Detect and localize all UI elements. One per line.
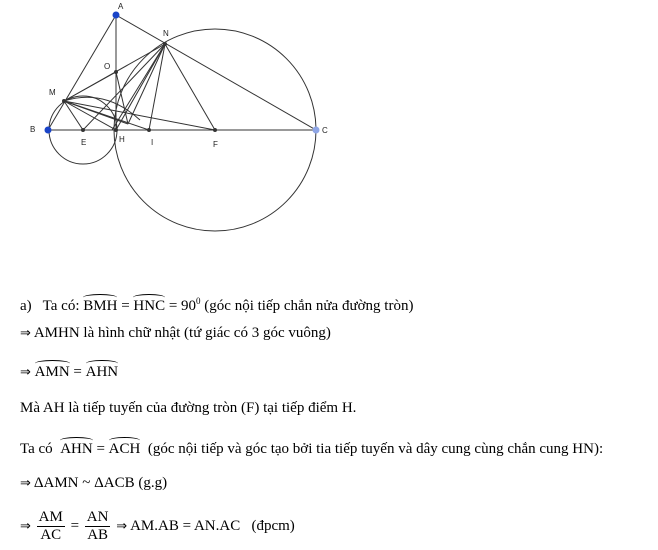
line1-note: (góc nội tiếp chắn nửa đường tròn): [204, 298, 414, 314]
label-O: O: [104, 62, 111, 71]
line7-result: AM.AB = AN.AC: [130, 518, 241, 534]
point-M: [62, 99, 66, 103]
item-label: a): [20, 298, 32, 314]
line7-note: (đpcm): [251, 518, 295, 534]
label-M: M: [49, 88, 56, 97]
segment-MH: [64, 101, 116, 130]
line1-value: = 90: [168, 298, 197, 314]
label-N: N: [163, 29, 169, 38]
point-B: [45, 127, 52, 134]
implies-arrow: ⇒: [20, 476, 31, 491]
angle-AHN: AHN: [86, 360, 119, 381]
solution-line-6: [20, 474, 167, 493]
segment-NE: [83, 44, 165, 130]
line3-eq: =: [73, 364, 82, 380]
segment-AC: [116, 15, 316, 130]
line5-prefix: Ta có: [20, 441, 53, 457]
solution-line-5: [20, 437, 603, 458]
angle-HNC: HNC: [133, 294, 165, 315]
implies-arrow: ⇒: [20, 365, 31, 380]
segment-OH2: [116, 72, 128, 124]
point-H: [114, 128, 118, 132]
line4-text: Mà AH là tiếp tuyến của đường tròn (F) tại tiếp điểm H.: [20, 400, 357, 416]
point-C: [313, 127, 320, 134]
segment-ME: [64, 101, 83, 130]
solution-line-2: [20, 324, 331, 343]
segment-AB: [48, 15, 116, 130]
point-E: [81, 128, 85, 132]
label-C: C: [322, 126, 328, 135]
line5-note: (góc nội tiếp và góc tạo bởi tia tiếp tuyến và dây cung cùng chắn cung HN):: [147, 441, 604, 457]
point-N: [163, 42, 167, 46]
line6-text: ΔAMN ~ ΔACB (g.g): [33, 475, 168, 491]
implies-arrow: ⇒: [20, 519, 31, 534]
line1-prefix: Ta có:: [42, 298, 80, 314]
point-O: [114, 70, 118, 74]
angle-AMN: AMN: [35, 360, 70, 381]
line7-eq: =: [70, 518, 80, 534]
solution-line-1: [20, 292, 413, 315]
fraction-AN-AB: [85, 509, 111, 544]
label-I: I: [151, 138, 154, 147]
line5-eq: =: [96, 441, 105, 457]
label-B: B: [30, 125, 36, 134]
line2-text: AMHN là hình chữ nhật (tứ giác có 3 góc vuông): [33, 325, 331, 341]
label-F: F: [213, 140, 218, 149]
fraction-AM-AC: [37, 509, 65, 544]
segment-NF: [165, 44, 215, 130]
solution-line-4: [20, 399, 356, 417]
frac-num: AM: [38, 509, 63, 526]
point-F: [213, 128, 217, 132]
frac-num: AN: [86, 509, 109, 526]
degree-sup: 0: [196, 296, 201, 306]
implies-arrow-2: ⇒: [116, 519, 128, 534]
point-I: [147, 128, 151, 132]
line1-eq: =: [121, 298, 130, 314]
angle-BMH: BMH: [83, 294, 117, 315]
label-E: E: [81, 138, 87, 147]
implies-arrow: ⇒: [20, 326, 31, 341]
label-H: H: [119, 135, 125, 144]
frac-den: AC: [40, 527, 62, 544]
angle-AHN: AHN: [60, 437, 93, 458]
solution-line-7: [20, 508, 295, 545]
label-A: A: [118, 2, 124, 11]
point-A: [113, 12, 120, 19]
solution-line-3: [20, 360, 118, 382]
frac-den: AB: [87, 527, 109, 544]
angle-ACH: ACH: [109, 437, 141, 458]
